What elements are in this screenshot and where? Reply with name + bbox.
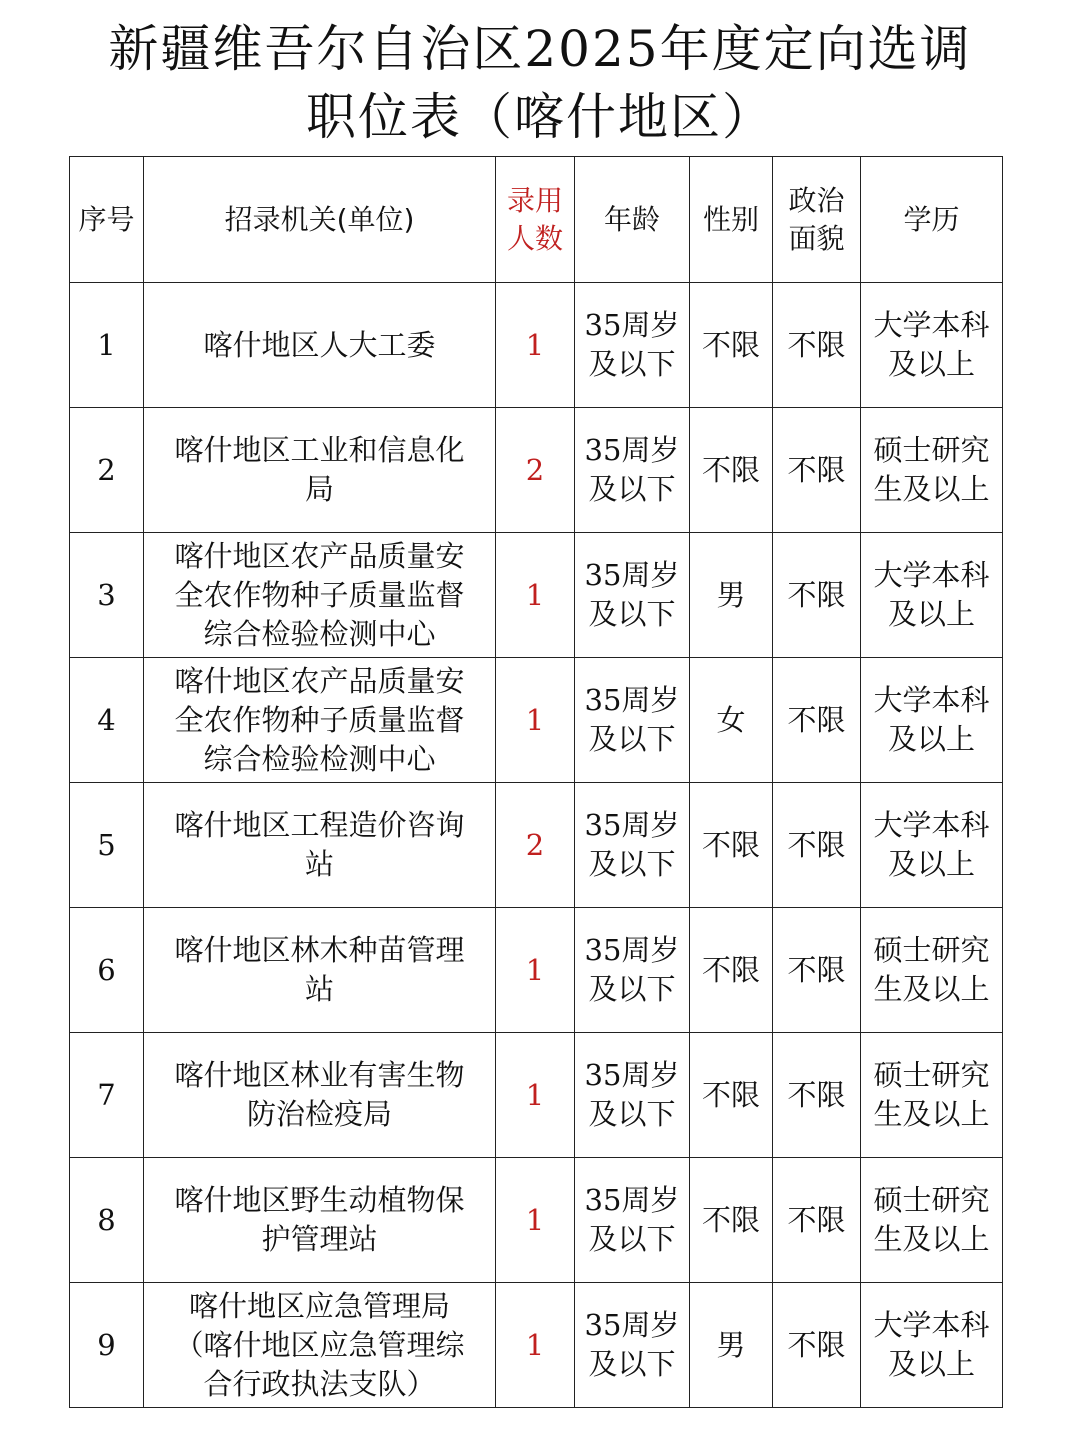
row-age-line: 及以下 [588,847,676,881]
row-gender: 不限 [690,1033,773,1158]
row-age [575,533,690,658]
row-unit-line: 全农作物种子质量监督 [174,577,465,612]
row-unit [144,908,496,1033]
row-unit-line: 站 [304,972,334,1006]
row-politics: 不限 [773,408,861,533]
row-age-line: 及以下 [588,472,676,506]
row-gender: 不限 [690,908,773,1033]
row-count: 1 [496,533,575,658]
row-education-line: 大学本科 [873,1308,990,1342]
row-age [575,283,690,408]
row-age-line: 及以下 [588,1347,676,1381]
row-age [575,408,690,533]
row-age-line: 35周岁 [584,308,680,342]
document-title-line-1: 新疆维吾尔自治区2025年度定向选调 [108,20,972,78]
row-unit [144,1033,496,1158]
row-seq: 4 [70,658,144,783]
row-gender: 不限 [690,783,773,908]
row-politics: 不限 [773,908,861,1033]
row-politics: 不限 [773,1033,861,1158]
table-row [70,1283,1003,1408]
row-age-line: 及以下 [588,347,676,381]
row-education-line: 及以上 [887,347,975,381]
header-politics [773,157,861,283]
header-seq: 序号 [70,157,144,283]
row-unit-line: 护管理站 [261,1222,378,1256]
row-age-line: 35周岁 [584,808,680,842]
row-unit-line: 防治检疫局 [246,1097,392,1131]
table-row [70,408,1003,533]
row-unit-line: 喀什地区工业和信息化 [174,433,465,467]
row-education [861,658,1003,783]
row-age [575,658,690,783]
table-row [70,1033,1003,1158]
row-education-line: 及以上 [887,597,975,631]
row-age-line: 及以下 [588,972,676,1006]
document-title-line-2: 职位表（喀什地区） [306,88,774,146]
row-age-line: 及以下 [588,722,676,756]
row-politics: 不限 [773,658,861,783]
row-unit-line: 全农作物种子质量监督 [174,702,465,737]
row-seq: 2 [70,408,144,533]
row-count: 1 [496,658,575,783]
row-unit [144,783,496,908]
row-seq: 1 [70,283,144,408]
row-count: 2 [496,783,575,908]
row-count: 1 [496,1033,575,1158]
row-gender: 男 [690,533,773,658]
row-unit [144,1283,496,1408]
row-politics: 不限 [773,283,861,408]
row-age-line: 35周岁 [584,1183,680,1217]
row-unit-line: 喀什地区农产品质量安 [174,663,465,698]
row-education-line: 生及以上 [873,1097,990,1131]
row-age [575,783,690,908]
row-education [861,908,1003,1033]
header-gender: 性别 [690,157,773,283]
table-row [70,533,1003,658]
row-politics: 不限 [773,783,861,908]
row-unit-line: 喀什地区野生动植物保 [174,1183,465,1217]
header-count-line-2: 人数 [506,221,563,255]
row-unit-line: 喀什地区林业有害生物 [174,1058,465,1092]
row-education-line: 生及以上 [873,1222,990,1256]
row-education-line: 及以上 [887,1347,975,1381]
row-age-line: 35周岁 [584,558,680,592]
header-age: 年龄 [575,157,690,283]
table-row [70,658,1003,783]
row-unit-line: 喀什地区农产品质量安 [174,538,465,573]
table-row [70,908,1003,1033]
row-unit-line: 喀什地区林木种苗管理 [174,933,465,967]
header-politics-line-2: 面貌 [788,221,845,255]
row-education [861,1158,1003,1283]
row-politics: 不限 [773,1158,861,1283]
header-count [496,157,575,283]
row-age-line: 35周岁 [584,1308,680,1342]
row-seq: 7 [70,1033,144,1158]
row-age-line: 35周岁 [584,1058,680,1092]
row-gender: 男 [690,1283,773,1408]
row-unit [144,658,496,783]
row-age [575,908,690,1033]
row-education [861,283,1003,408]
row-education-line: 大学本科 [873,308,990,342]
row-education-line: 生及以上 [873,472,990,506]
row-seq: 6 [70,908,144,1033]
row-education [861,1033,1003,1158]
row-unit [144,408,496,533]
table-row [70,783,1003,908]
row-gender: 不限 [690,283,773,408]
row-education [861,533,1003,658]
row-gender: 不限 [690,1158,773,1283]
row-unit-line: 综合检验检测中心 [203,616,436,651]
row-education-line: 及以上 [887,847,975,881]
row-unit-line: （喀什地区应急管理综 [174,1327,465,1362]
row-unit [144,283,496,408]
header-unit: 招录机关(单位) [144,157,496,283]
header-politics-line-1: 政治 [788,183,845,217]
row-age-line: 及以下 [588,1222,676,1256]
row-age [575,1158,690,1283]
row-politics: 不限 [773,533,861,658]
row-age-line: 及以下 [588,597,676,631]
table-row [70,1158,1003,1283]
row-count: 2 [496,408,575,533]
row-count: 1 [496,908,575,1033]
row-unit-line: 喀什地区应急管理局 [188,1288,450,1323]
row-gender: 不限 [690,408,773,533]
row-unit-line: 合行政执法支队） [203,1366,436,1401]
row-education [861,1283,1003,1408]
row-unit-line: 喀什地区工程造价咨询 [174,808,465,842]
header-education: 学历 [861,157,1003,283]
row-politics: 不限 [773,1283,861,1408]
row-age-line: 及以下 [588,1097,676,1131]
row-age-line: 35周岁 [584,933,680,967]
row-education-line: 大学本科 [873,808,990,842]
row-seq: 9 [70,1283,144,1408]
row-count: 1 [496,1158,575,1283]
row-seq: 3 [70,533,144,658]
positions-table [69,156,1003,1408]
row-education-line: 硕士研究 [873,1183,990,1217]
row-age-line: 35周岁 [584,433,680,467]
row-unit-line: 喀什地区人大工委 [203,327,436,362]
row-unit-line: 局 [304,472,334,506]
row-gender: 女 [690,658,773,783]
row-education-line: 硕士研究 [873,1058,990,1092]
row-age [575,1033,690,1158]
row-unit [144,533,496,658]
row-education-line: 及以上 [887,722,975,756]
row-unit [144,1158,496,1283]
row-education-line: 硕士研究 [873,433,990,467]
row-education [861,408,1003,533]
row-seq: 8 [70,1158,144,1283]
row-education-line: 大学本科 [873,558,990,592]
row-education-line: 硕士研究 [873,933,990,967]
row-seq: 5 [70,783,144,908]
row-education [861,783,1003,908]
table-row [70,283,1003,408]
row-count: 1 [496,1283,575,1408]
row-age-line: 35周岁 [584,683,680,717]
row-unit-line: 综合检验检测中心 [203,741,436,776]
row-education-line: 生及以上 [873,972,990,1006]
row-education-line: 大学本科 [873,683,990,717]
table-body [70,283,1003,1408]
table-header-row [70,157,1003,283]
row-count: 1 [496,283,575,408]
row-age [575,1283,690,1408]
row-unit-line: 站 [304,847,334,881]
header-count-line-1: 录用 [506,183,563,217]
